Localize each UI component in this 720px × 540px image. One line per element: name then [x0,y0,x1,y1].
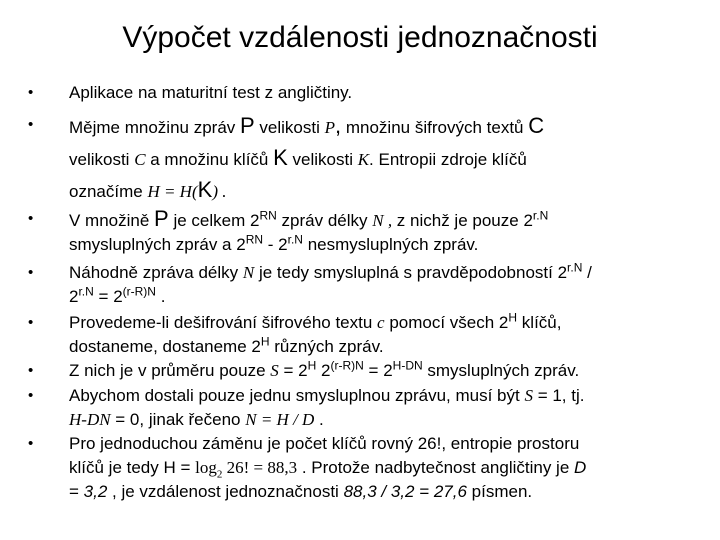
text: 2 [498,313,509,332]
text: pomocí všech [384,313,499,332]
var-s: S [524,386,533,405]
text: smysluplných zpráv. [422,361,580,380]
exponent: r.N [78,284,94,299]
bullet-8-text [69,432,697,504]
text: označíme [69,182,148,201]
text: = 0, jinak řečeno [110,410,246,429]
text: ) . [212,182,227,201]
bullet-1-text: Aplikace na maturitní test z angličtiny. [69,83,353,102]
redundancy-d: D [574,458,587,477]
text: Pro jednoduchou záměnu je počet klíčů rovný 26!, entropie prostoru [69,434,580,453]
text: a množinu klíčů [145,150,274,169]
text: 2 [383,361,393,380]
var-s: S [270,361,279,380]
bullet-dot-icon: • [28,84,34,101]
bullet-7-text [69,384,697,432]
text: je celkem [168,211,250,230]
text: je tedy smysluplná s pravděpodobností [254,263,558,282]
text: , je vzdálenost jednoznačnosti [107,482,344,501]
text: 26! = 88,3 [222,458,298,477]
exponent: (r-R)N [122,284,156,299]
text: Provedeme-li dešifrování šifrového textu [69,313,378,332]
exponent: r.N [287,232,303,247]
text: = [363,361,384,380]
exponent: r.N [532,208,549,223]
text: klíčů, [517,313,562,332]
text: zpráv délky [276,211,373,230]
bullet-dot-icon: • [28,264,34,281]
text: = [69,482,84,501]
ciphertext-c: c [377,313,385,332]
text: . [314,410,324,429]
bullet-4-text [69,261,697,309]
exponent: H [508,310,518,325]
set-k: K [273,145,288,170]
text: z nichž je pouze [392,211,524,230]
length-n: N [242,263,255,282]
text: 2 [298,361,308,380]
bullet-dot-icon: • [28,362,34,379]
bullet-dot-icon: • [28,116,34,133]
text: - [263,235,279,254]
exponent: RN [259,208,277,223]
text: 2 [523,211,533,230]
text: Abychom dostali pouze jednu smysluplnou zprávu, musí být [69,386,525,405]
text: 2 [236,235,246,254]
result: 88,3 / 3,2 = 27,6 [343,482,467,501]
exponent: (r-R)N [330,358,364,373]
text: velikosti [69,150,135,169]
text: / [582,263,592,282]
exponent: H-DN [392,358,423,373]
log-function: log [195,458,217,477]
text: , [335,113,342,138]
text: 2 [69,287,79,306]
set-c: C [528,113,545,138]
exponent: H [260,334,270,349]
text: nesmysluplných zpráv. [302,235,479,254]
text: množinu šifrových textů [341,118,529,137]
size-p: P [324,118,336,137]
exponent: r.N [567,260,583,275]
text: smysluplných zpráv a [69,235,237,254]
text: dostaneme, dostaneme [69,337,252,356]
text: = [93,287,114,306]
bullet-5-text [69,311,697,359]
text: různých zpráv. [269,337,384,356]
text: Mějme množinu zpráv [69,118,241,137]
size-k: K [357,150,370,169]
exponent: H [307,358,317,373]
log-base: 2 [216,468,223,481]
text: velikosti [254,118,325,137]
text: V množině [69,211,155,230]
text: = [278,361,299,380]
text: . Protože nadbytečnost angličtiny je [297,458,575,477]
text: 2 [251,337,261,356]
text: 2 [249,211,260,230]
bullet-dot-icon: • [28,387,34,404]
text: písmen. [466,482,533,501]
formula-h-dn: H-DN [69,410,111,429]
text: Z nich je v průměru pouze [69,361,271,380]
exponent: RN [245,232,264,247]
bullet-dot-icon: • [28,314,34,331]
text: 2 [278,235,288,254]
bullet-6-text [69,359,697,383]
set-k-inline: K [197,177,213,202]
text: klíčů je tedy H = [69,458,196,477]
text: = 1, tj. [532,386,585,405]
length-n: N , [372,211,393,230]
entropy-formula: H = H( [147,182,198,201]
bullet-dot-icon: • [28,435,34,452]
text: . Entropii zdroje klíčů [369,150,527,169]
text: 2 [557,263,568,282]
set-p: P [240,113,255,138]
text: 2 [113,287,123,306]
value: 3,2 [83,482,108,501]
slide-title: Výpočet vzdálenosti jednoznačnosti [122,21,598,54]
bullet-2-text [69,111,697,207]
text: 2 [321,361,331,380]
text: . [155,287,166,306]
size-c: C [134,150,146,169]
formula-n: N = H / D [245,410,315,429]
set-p: P [154,206,169,231]
text: velikosti [287,150,358,169]
text: Náhodně zpráva délky [69,263,243,282]
bullet-3-text [69,207,697,257]
bullet-dot-icon: • [28,210,34,227]
